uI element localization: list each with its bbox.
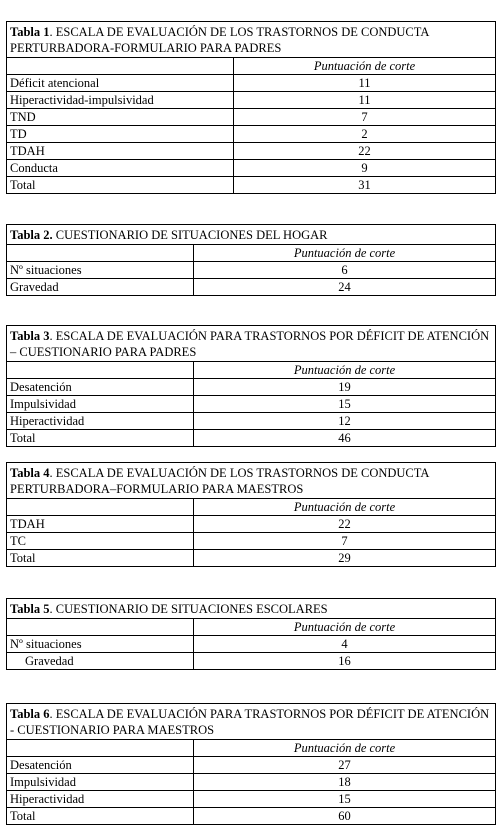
row-label: Conducta bbox=[7, 160, 234, 177]
table-row bbox=[7, 279, 496, 296]
row-value: 11 bbox=[234, 75, 496, 92]
row-value: 11 bbox=[234, 92, 496, 109]
column-header: Puntuación de corte bbox=[194, 499, 496, 516]
table-row bbox=[7, 791, 496, 808]
row-value: 29 bbox=[194, 550, 496, 567]
row-value: 9 bbox=[234, 160, 496, 177]
row-label: Nº situaciones bbox=[7, 636, 194, 653]
row-value: 31 bbox=[234, 177, 496, 194]
table-row bbox=[7, 75, 496, 92]
table-row bbox=[7, 160, 496, 177]
row-label: Desatención bbox=[7, 379, 194, 396]
header-blank bbox=[7, 58, 234, 75]
header-blank bbox=[7, 362, 194, 379]
row-value: 46 bbox=[194, 430, 496, 447]
row-label: TC bbox=[7, 533, 194, 550]
table-row bbox=[7, 808, 496, 825]
table-title-text: . CUESTIONARIO DE SITUACIONES ESCOLARES bbox=[49, 602, 328, 616]
table-title-text: . ESCALA DE EVALUACIÓN PARA TRASTORNOS POR DÉFICIT DE ATENCIÓN – CUESTIONARIO PARA PADRES bbox=[10, 329, 490, 359]
row-label: TD bbox=[7, 126, 234, 143]
row-value: 12 bbox=[194, 413, 496, 430]
row-label: Total bbox=[7, 177, 234, 194]
table-title bbox=[7, 22, 496, 58]
row-value: 60 bbox=[194, 808, 496, 825]
table-row bbox=[7, 177, 496, 194]
header-blank bbox=[7, 619, 194, 636]
table-row bbox=[7, 143, 496, 160]
column-header: Puntuación de corte bbox=[194, 740, 496, 757]
column-header: Puntuación de corte bbox=[194, 362, 496, 379]
table-row bbox=[7, 379, 496, 396]
row-value: 27 bbox=[194, 757, 496, 774]
column-header: Puntuación de corte bbox=[194, 619, 496, 636]
row-label: Gravedad bbox=[7, 279, 194, 296]
table-title-text: CUESTIONARIO DE SITUACIONES DEL HOGAR bbox=[52, 228, 328, 242]
row-label: Déficit atencional bbox=[7, 75, 234, 92]
table-row bbox=[7, 109, 496, 126]
row-value: 16 bbox=[194, 653, 496, 670]
table-label: Tabla 2. bbox=[10, 228, 53, 242]
row-value: 7 bbox=[194, 533, 496, 550]
row-label: Total bbox=[7, 550, 194, 567]
row-value: 22 bbox=[234, 143, 496, 160]
table-label: Tabla 5 bbox=[10, 602, 50, 616]
row-value: 6 bbox=[194, 262, 496, 279]
table-label: Tabla 3 bbox=[10, 329, 50, 343]
table-4 bbox=[6, 462, 496, 567]
column-header: Puntuación de corte bbox=[234, 58, 496, 75]
row-value: 4 bbox=[194, 636, 496, 653]
row-label: Nº situaciones bbox=[7, 262, 194, 279]
row-label: Hiperactividad bbox=[7, 413, 194, 430]
table-label: Tabla 4 bbox=[10, 466, 50, 480]
table-5 bbox=[6, 598, 496, 670]
table-row bbox=[7, 262, 496, 279]
table-row bbox=[7, 774, 496, 791]
table-row bbox=[7, 653, 496, 670]
table-row bbox=[7, 396, 496, 413]
table-row bbox=[7, 516, 496, 533]
table-title-text: . ESCALA DE EVALUACIÓN PARA TRASTORNOS POR DÉFICIT DE ATENCIÓN - CUESTIONARIO PARA MAESTROS bbox=[10, 707, 490, 737]
column-header: Puntuación de corte bbox=[194, 245, 496, 262]
row-value: 15 bbox=[194, 396, 496, 413]
table-label: Tabla 6 bbox=[10, 707, 50, 721]
table-row bbox=[7, 430, 496, 447]
row-label: Hiperactividad bbox=[7, 791, 194, 808]
table-2 bbox=[6, 224, 496, 296]
table-row bbox=[7, 550, 496, 567]
row-label: Impulsividad bbox=[7, 396, 194, 413]
row-label: Hiperactividad-impulsividad bbox=[7, 92, 234, 109]
row-value: 15 bbox=[194, 791, 496, 808]
table-row bbox=[7, 757, 496, 774]
row-label: TDAH bbox=[7, 143, 234, 160]
row-value: 24 bbox=[194, 279, 496, 296]
row-label: Impulsividad bbox=[7, 774, 194, 791]
table-row bbox=[7, 636, 496, 653]
table-row bbox=[7, 533, 496, 550]
row-label: TND bbox=[7, 109, 234, 126]
row-value: 18 bbox=[194, 774, 496, 791]
row-value: 19 bbox=[194, 379, 496, 396]
header-blank bbox=[7, 499, 194, 516]
row-label: Gravedad bbox=[7, 653, 194, 670]
table-1 bbox=[6, 21, 496, 194]
table-title bbox=[7, 599, 496, 619]
row-value: 7 bbox=[234, 109, 496, 126]
row-value: 2 bbox=[234, 126, 496, 143]
row-label: Desatención bbox=[7, 757, 194, 774]
row-value: 22 bbox=[194, 516, 496, 533]
table-row bbox=[7, 413, 496, 430]
table-row bbox=[7, 126, 496, 143]
table-row bbox=[7, 92, 496, 109]
table-title bbox=[7, 704, 496, 740]
table-6 bbox=[6, 703, 496, 825]
table-title bbox=[7, 463, 496, 499]
table-3 bbox=[6, 325, 496, 447]
row-label: TDAH bbox=[7, 516, 194, 533]
table-label: Tabla 1 bbox=[10, 25, 50, 39]
header-blank bbox=[7, 740, 194, 757]
table-title-text: . ESCALA DE EVALUACIÓN DE LOS TRASTORNOS DE CONDUCTA PERTURBADORA–FORMULARIO PARA MAESTROS bbox=[10, 466, 429, 496]
table-title bbox=[7, 225, 496, 245]
header-blank bbox=[7, 245, 194, 262]
table-title bbox=[7, 326, 496, 362]
row-label: Total bbox=[7, 430, 194, 447]
table-title-text: . ESCALA DE EVALUACIÓN DE LOS TRASTORNOS DE CONDUCTA PERTURBADORA-FORMULARIO PARA PADRES bbox=[10, 25, 429, 55]
row-label: Total bbox=[7, 808, 194, 825]
